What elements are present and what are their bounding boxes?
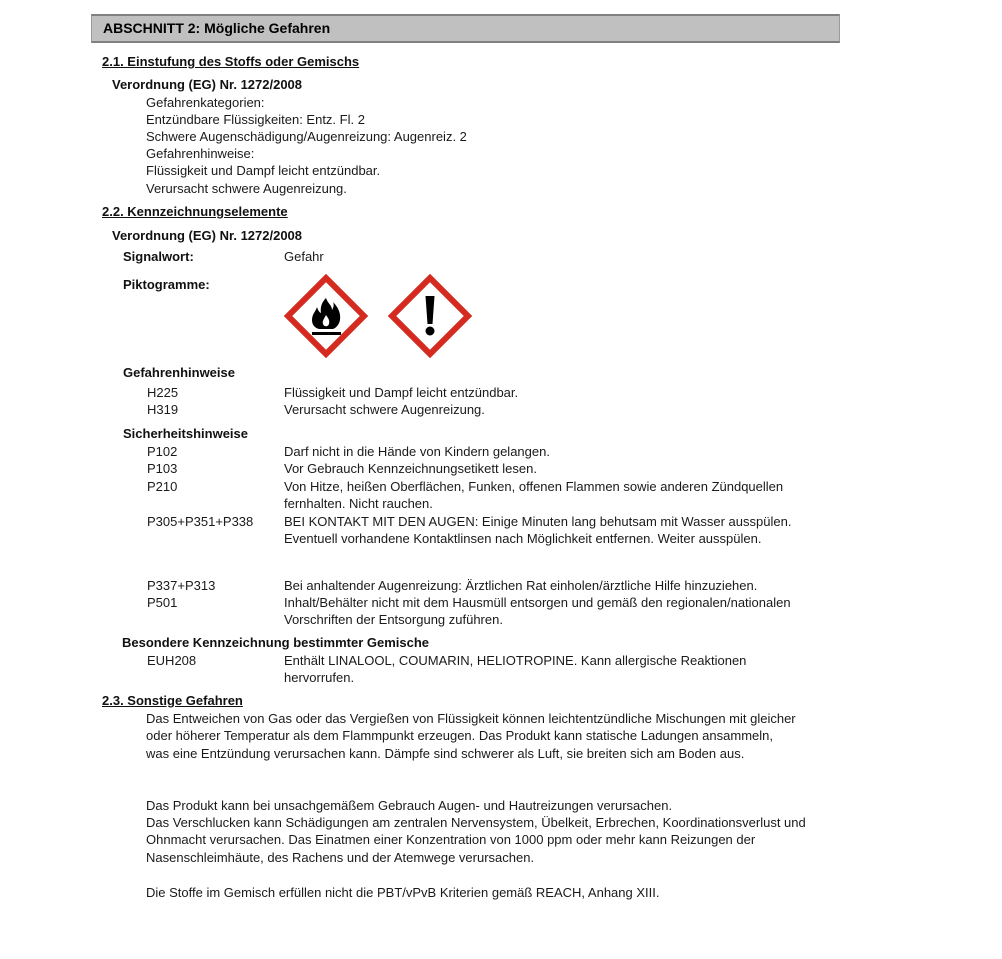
section-title: ABSCHNITT 2: Mögliche Gefahren (103, 20, 331, 36)
hazard-code: H225 (147, 385, 179, 400)
precaution-code: P501 (147, 595, 178, 610)
special-code: EUH208 (147, 653, 197, 668)
signal-word-label: Signalwort: (123, 249, 194, 264)
hazard-text: Verursacht schwere Augenreizung. (284, 402, 485, 417)
signal-word-value: Gefahr (284, 249, 324, 264)
hazard-text: Flüssigkeit und Dampf leicht entzündbar. (284, 385, 519, 400)
classification-line: Flüssigkeit und Dampf leicht entzündbar. (146, 163, 381, 178)
section-header-bar (91, 14, 840, 43)
other-hazards-paragraph: Das Produkt kann bei unsachgemäßem Gebrauch Augen- und Hautreizungen verursachen. (146, 798, 673, 813)
precaution-code: P103 (147, 461, 178, 476)
precaution-code: P210 (147, 479, 178, 494)
special-text: Enthält LINALOOL, COUMARIN, HELIOTROPINE. Kann allergische Reaktionen hervorrufen. (284, 653, 747, 686)
other-hazards-paragraph: Das Verschlucken kann Schädigungen am zentralen Nervensystem, Übelkeit, Erbrechen, Koordinationsverlust und Ohnmacht verursachen. Das Einatmen einer Konzentration von 1000 ppm oder mehr kann Reizungen der Nasenschleimhäute, des Rachens und der Atemwege verursachen. (146, 815, 806, 865)
classification-line: Verursacht schwere Augenreizung. (146, 181, 347, 196)
classification-line: Entzündbare Flüssigkeiten: Entz. Fl. 2 (146, 112, 365, 127)
classification-line: Gefahrenkategorien: (146, 95, 265, 110)
precaution-text: BEI KONTAKT MIT DEN AUGEN: Einige Minuten lang behutsam mit Wasser ausspülen. Eventuell vorhandene Kontaktlinsen nach Möglichkeit entfernen. Weiter ausspülen. (284, 514, 792, 547)
precaution-code: P305+P351+P338 (147, 514, 254, 529)
regulation-label-2-2: Verordnung (EG) Nr. 1272/2008 (112, 228, 303, 243)
pictograms-label: Piktogramme: (123, 277, 210, 292)
precaution-text: Von Hitze, heißen Oberflächen, Funken, offenen Flammen sowie anderen Zündquellen fernhalten. Nicht rauchen. (284, 479, 784, 512)
precaution-code: P337+P313 (147, 578, 216, 593)
subsection-heading-2-2: 2.2. Kennzeichnungselemente (102, 204, 288, 219)
flame-pictogram-icon (284, 274, 368, 358)
classification-line: Schwere Augenschädigung/Augenreizung: Augenreiz. 2 (146, 129, 467, 144)
subsection-heading-2-1: 2.1. Einstufung des Stoffs oder Gemischs (102, 54, 360, 69)
other-hazards-paragraph: Das Entweichen von Gas oder das Vergießen von Flüssigkeit können leichtentzündliche Mischungen mit gleicher oder höherer Temperatur als dem Flammpunkt erzeugen. Das Produkt kann statische Ladungen ansammeln, was eine Entzündung verursachen kann. Dämpfe sind schwerer als Luft, sie breiten sich am Boden aus. (146, 711, 796, 761)
precaution-text: Vor Gebrauch Kennzeichnungsetikett lesen. (284, 461, 537, 476)
regulation-label-2-1: Verordnung (EG) Nr. 1272/2008 (112, 77, 303, 92)
precaution-statements-label: Sicherheitshinweise (123, 426, 248, 441)
precaution-code: P102 (147, 444, 178, 459)
precaution-text: Bei anhaltender Augenreizung: Ärztlichen Rat einholen/ärztliche Hilfe hinzuziehen. (284, 578, 758, 593)
special-labelling-label: Besondere Kennzeichnung bestimmter Gemische (122, 635, 430, 650)
other-hazards-paragraph: Die Stoffe im Gemisch erfüllen nicht die PBT/vPvB Kriterien gemäß REACH, Anhang XIII. (146, 885, 660, 900)
subsection-heading-2-3: 2.3. Sonstige Gefahren (102, 693, 243, 708)
precaution-text: Inhalt/Behälter nicht mit dem Hausmüll entsorgen und gemäß den regionalen/nationalen Vorschriften der Entsorgung zuführen. (284, 595, 791, 628)
exclamation-pictogram-icon (388, 274, 472, 358)
precaution-text: Darf nicht in die Hände von Kindern gelangen. (284, 444, 550, 459)
hazard-statements-label: Gefahrenhinweise (123, 365, 235, 380)
hazard-code: H319 (147, 402, 179, 417)
classification-line: Gefahrenhinweise: (146, 146, 255, 161)
